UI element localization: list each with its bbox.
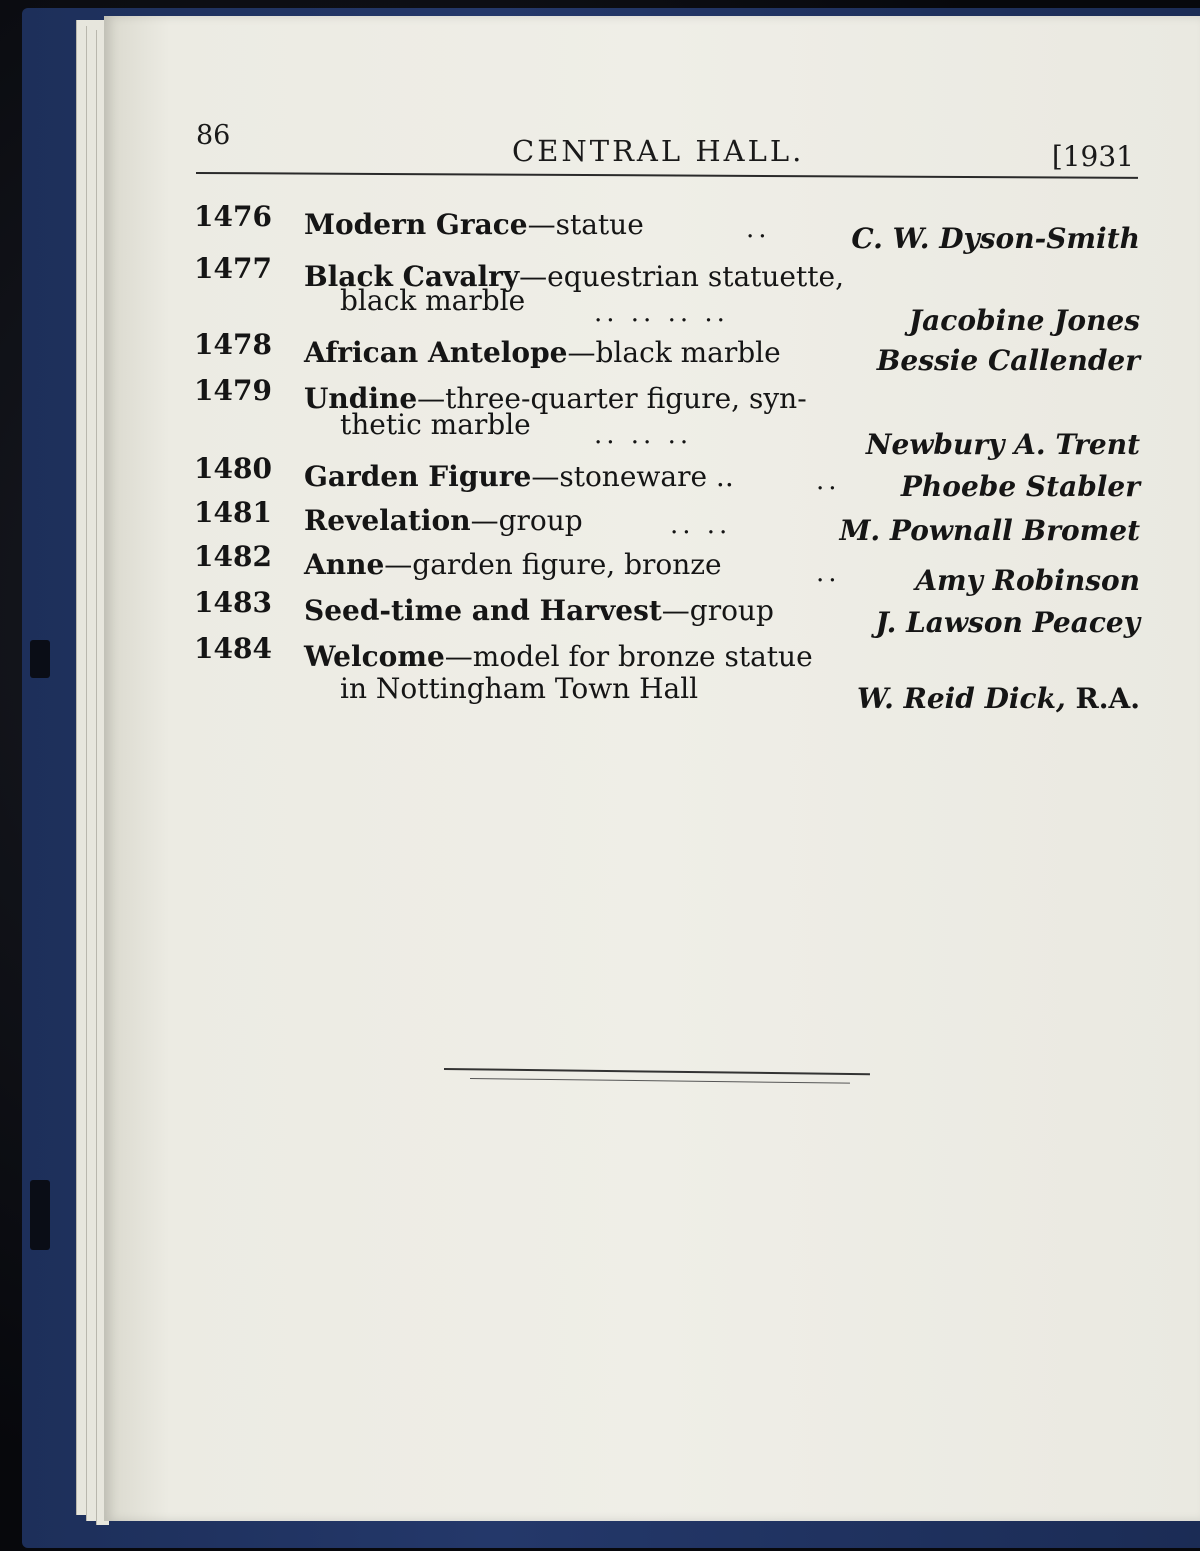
catalogue-entry (194, 374, 1142, 462)
work-title: African Antelope (304, 336, 568, 369)
catalogue-entry (194, 632, 1142, 720)
artist-name-text: W. Reid Dick, (857, 682, 1066, 715)
entry-title-line (304, 460, 734, 493)
work-title: Anne (304, 548, 385, 581)
entry-title-line (304, 504, 583, 537)
dot-leader: .. (746, 214, 771, 244)
dot-leader: .. .. .. .. (594, 298, 729, 328)
year-label: [1931 (1051, 140, 1134, 173)
catalogue-entry (194, 452, 1142, 503)
entry-title-line (304, 336, 781, 369)
cover-tab-bottom (30, 1180, 50, 1250)
work-description: —stoneware .. (531, 460, 734, 493)
dot-leader: .. .. (670, 510, 732, 540)
artist-name-text: Amy Robinson (915, 564, 1140, 597)
artist-name-text: M. Pownall Bromet (839, 514, 1140, 547)
work-title: Garden Figure (304, 460, 532, 493)
artist-honours: R.A. (1065, 682, 1140, 715)
cover-tab-top (30, 640, 50, 678)
running-head: CENTRAL HALL. (512, 134, 805, 168)
catalogue-number: 1478 (194, 328, 272, 361)
artist-name (851, 222, 1140, 255)
catalogue-number: 1482 (194, 540, 272, 573)
work-description: —black marble (567, 336, 781, 369)
entry-continuation: black marble (340, 284, 526, 317)
catalogue-entry (194, 540, 1142, 597)
artist-name-text: J. Lawson Peacey (875, 606, 1140, 639)
work-title: Undine (304, 382, 418, 415)
work-description: —group (470, 504, 583, 537)
catalogue-entry (194, 200, 1142, 255)
catalogue-entry (194, 328, 1142, 377)
work-title: Welcome (304, 640, 445, 673)
work-title: Seed-time and Harvest (304, 594, 662, 627)
entry-title-line (304, 548, 722, 581)
artist-name-text: Bessie Callender (876, 344, 1140, 377)
entry-continuation: thetic marble (340, 408, 531, 441)
artist-name (857, 682, 1140, 715)
page-header (196, 120, 1138, 200)
work-description: —three-quarter figure, syn- (417, 382, 807, 415)
artist-name-text: C. W. Dyson-Smith (851, 222, 1140, 255)
artist-name (877, 344, 1140, 377)
entry-continuation: in Nottingham Town Hall (340, 672, 699, 705)
catalogue-number: 1481 (194, 496, 272, 529)
catalogue-entry (194, 586, 1142, 639)
work-description: —group (661, 594, 774, 627)
work-title: Modern Grace (304, 208, 528, 241)
artist-name-text: Phoebe Stabler (900, 470, 1140, 503)
catalogue-number: 1483 (194, 586, 272, 619)
catalogue-entry (194, 496, 1142, 547)
work-description: —garden figure, bronze (384, 548, 722, 581)
work-title: Revelation (304, 504, 471, 537)
artist-name-text: Newbury A. Trent (865, 428, 1140, 461)
catalogue-number: 1477 (194, 252, 272, 285)
dot-leader: .. (816, 558, 841, 588)
entry-title-line (304, 594, 774, 627)
dot-leader: .. .. .. (594, 420, 693, 450)
entry-title-line (304, 640, 813, 673)
catalogue-number: 1480 (194, 452, 272, 485)
dot-leader: .. (816, 466, 841, 496)
work-description: —statue (527, 208, 644, 241)
catalogue-number: 1479 (194, 374, 272, 407)
catalogue-number: 1476 (194, 200, 272, 233)
catalogue-entry (194, 252, 1142, 340)
work-title: Black Cavalry (304, 260, 520, 293)
entry-title-line (304, 208, 644, 241)
catalogue-number: 1484 (194, 632, 272, 665)
page-number: 86 (196, 120, 231, 151)
work-description: —model for bronze statue (444, 640, 813, 673)
work-description: —equestrian statuette, (519, 260, 844, 293)
artist-name-text: Jacobine Jones (908, 304, 1140, 337)
